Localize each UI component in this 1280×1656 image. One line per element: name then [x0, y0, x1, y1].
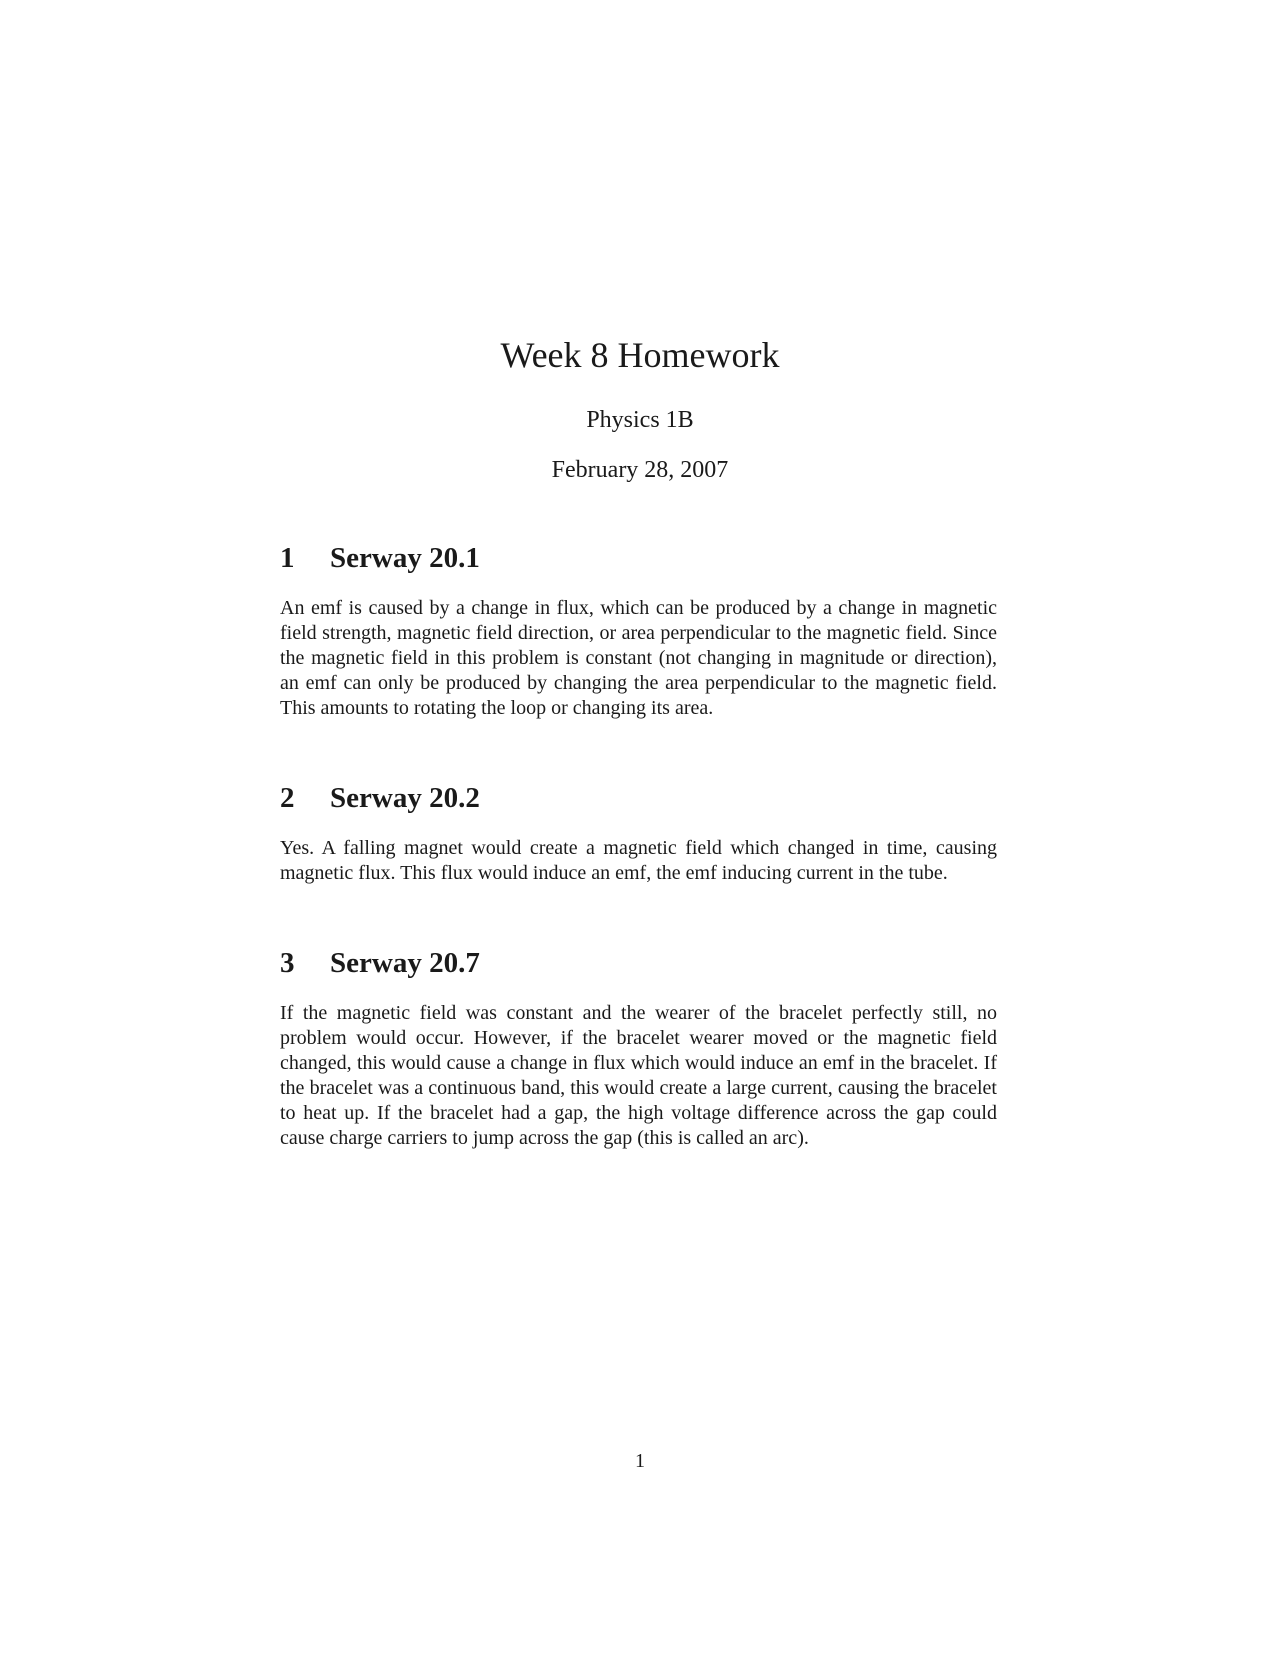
document-author: Physics 1B [586, 407, 694, 433]
section-number: 3 [280, 947, 295, 979]
section-body: Yes. A falling magnet would create a magnetic field which changed in time, causing magnetic flux. This flux would induce an emf, the emf inducing current in the tube. [280, 837, 997, 884]
section-3 [280, 945, 997, 1151]
section-heading [280, 540, 997, 576]
section-body: If the magnetic field was constant and the wearer of the bracelet perfectly still, no problem would occur. However, if the bracelet wearer moved or the magnetic field changed, this would cause a change in flux which would induce an emf in the bracelet. If the bracelet was a continuous band, this would create a large current, causing the bracelet to heat up. If the bracelet had a gap, the high voltage difference across the gap could cause charge carriers to jump across the gap (this is called an arc). [280, 1002, 997, 1149]
section-title: Serway 20.2 [330, 782, 480, 814]
section-1 [280, 540, 997, 721]
document-title: Week 8 Homework [500, 335, 780, 375]
section-number: 1 [280, 542, 295, 574]
section-body: An emf is caused by a change in flux, which can be produced by a change in magnetic field strength, magnetic field direction, or area perpendicular to the magnetic field. Since the magnetic field in this problem is constant (not changing in magnitude or direction), an emf can only be produced by changing the area perpendicular to the magnetic field. This amounts to rotating the loop or changing its area. [280, 597, 997, 719]
section-title: Serway 20.7 [330, 947, 480, 979]
document-date: February 28, 2007 [551, 457, 729, 483]
section-2 [280, 780, 997, 886]
section-number: 2 [280, 782, 295, 814]
section-heading [280, 780, 997, 816]
section-title: Serway 20.1 [330, 542, 480, 574]
section-heading [280, 945, 997, 981]
page-number: 1 [635, 1450, 645, 1472]
